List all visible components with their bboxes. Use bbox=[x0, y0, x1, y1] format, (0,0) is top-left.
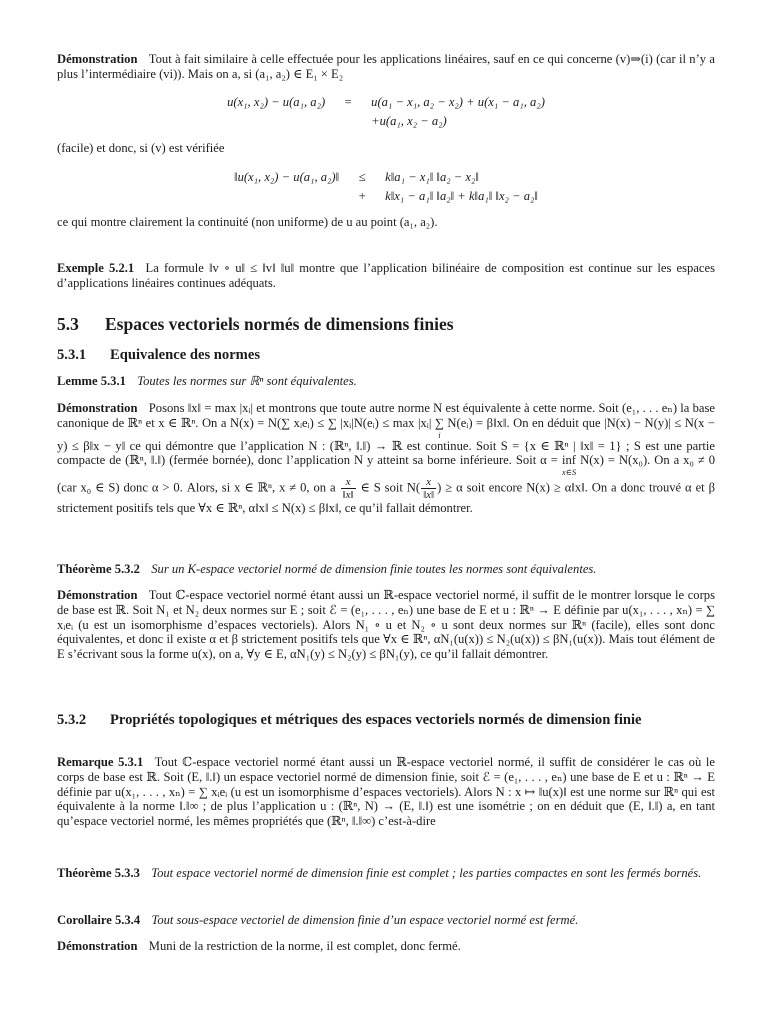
sum-symbol: ∑ bbox=[434, 415, 444, 430]
equation-relation: = bbox=[344, 95, 352, 109]
example-label: Exemple 5.2.1 bbox=[57, 261, 135, 275]
fraction-x-over-norm-x bbox=[421, 476, 436, 501]
proof-label: Démonstration bbox=[57, 52, 138, 66]
corollary-statement: Tout sous-espace vectoriel de dimension finie d’un espace vectoriel normé est fermé. bbox=[151, 913, 579, 927]
remark-text: Tout ℂ-espace vectoriel normé étant aussi un ℝ-espace vectoriel normé, il suffit de considérer le cas où le corps de base est ℝ. Soit (E, ‖.‖) un espace vectoriel normé de dimension finie, soit ℰ = (e₁, . . . , eₙ) une base de E et u : ℝⁿ → E définie par u(x₁, . . . , xₙ) = ∑ xᵢeᵢ (u est un isomorphisme d’espaces vectoriels). Alors N : x ↦ ‖u(x)‖ est une norme sur ℝⁿ qui est équivalente à la norme ‖.‖∞ ; de plus l’application u : (ℝⁿ, N) → (E, ‖.‖) est une isométrie ; on en déduit que (E, ‖.‖) a, en tant qu’espace vectoriel normé, les mêmes propriétés que (ℝⁿ, ‖.‖∞) c’est-à-dire bbox=[57, 755, 715, 829]
display-equation-2 bbox=[57, 168, 715, 205]
proof-text: Tout à fait similaire à celle effectuée pour les applications linéaires, sauf en ce qui concerne (v)⇒(i) (car il n’y a plus l’intermédiaire (vi)). Mais on a, si (a₁, a₂) ∈ E₁ × E₂ bbox=[57, 52, 715, 81]
proof-text-part-1: Posons ‖x‖ = max |xᵢ| et montrons que toute autre norme N est équivalente à cette norme. Soit (e₁, . . . eₙ) la base canonique de ℝⁿ et x ∈ ℝⁿ. On a N(x) = N(∑ xᵢeᵢ) ≤ ∑ |xᵢ|N(eᵢ) ≤ max |xᵢ| bbox=[57, 401, 715, 430]
proof-paragraph-norm-equivalence bbox=[57, 401, 715, 516]
theorem-statement: Tout espace vectoriel normé de dimension finie est complet ; les parties compactes en sont les fermés bornés. bbox=[151, 866, 702, 880]
equation-lhs: ‖u(x₁, x₂) − u(a₁, a₂)‖ bbox=[234, 170, 340, 184]
display-equation-1 bbox=[57, 93, 715, 130]
proof-label: Démonstration bbox=[57, 401, 138, 415]
proof-text-part-5: ) ≥ α soit encore N(x) ≥ α‖x‖. On a donc trouvé α et β strictement positifs tels que ∀x ∈ ℝⁿ, α‖x‖ ≤ N(x) ≤ β‖x‖, ce qu’il fallait démontrer. bbox=[57, 480, 715, 516]
proof-text-part-4: ∈ S soit N( bbox=[360, 480, 421, 495]
lemma-5-3-1 bbox=[57, 374, 715, 389]
fraction-x-over-norm-x bbox=[341, 476, 356, 501]
remark-5-3-1 bbox=[57, 755, 715, 829]
proof-text: Muni de la restriction de la norme, il est complet, donc fermé. bbox=[148, 939, 461, 953]
proof-paragraph-theorem-5-3-2 bbox=[57, 588, 715, 662]
sum-index: i bbox=[438, 429, 441, 440]
proof-paragraph-bilinear bbox=[57, 52, 715, 82]
lemma-label: Lemme 5.3.1 bbox=[57, 374, 126, 388]
equation-rhs-line-1: u(a₁ − x₁, a₂ − x₂) + u(x₁ − a₁, a₂) bbox=[371, 95, 545, 109]
example-text: La formule ‖v ∘ u‖ ≤ ‖v‖ ‖u‖ montre que l’application bilinéaire de composition est continue sur les espaces d’applications linéaires continues adéquats. bbox=[57, 261, 715, 290]
lemma-statement: Toutes les normes sur ℝⁿ sont équivalentes. bbox=[137, 374, 357, 388]
section-number: 5.3 bbox=[57, 314, 79, 334]
fraction-numerator: x bbox=[426, 476, 432, 489]
subsection-number: 5.3.1 bbox=[57, 347, 87, 363]
fraction-denominator: ‖x‖ bbox=[342, 489, 354, 502]
section-heading-5-3 bbox=[57, 314, 715, 335]
fraction-denominator: ‖x‖ bbox=[423, 489, 435, 502]
proof-text-part-3: N(x) = N(x₀). On a x₀ ≠ 0 (car x₀ ∈ S) donc α > 0. Alors, si x ∈ ℝⁿ, x ≠ 0, on a bbox=[57, 453, 716, 495]
theorem-5-3-3 bbox=[57, 866, 715, 881]
section-title: Espaces vectoriels normés de dimensions finies bbox=[105, 314, 454, 334]
sum-operator-with-index bbox=[435, 416, 444, 439]
corollary-5-3-4 bbox=[57, 913, 715, 928]
theorem-statement: Sur un K-espace vectoriel normé de dimension finie toutes les normes sont équivalentes. bbox=[151, 562, 597, 576]
subsection-title: Propriétés topologiques et métriques des espaces vectoriels normés de dimension finie bbox=[110, 712, 642, 728]
proof-text-part-2: N(eᵢ) = β‖x‖. On en déduit que |N(x) − N(y)| ≤ N(x − y) ≤ β‖x − y‖ ce qui démontre que l’application N : (ℝⁿ, ‖.‖) → ℝ est continue. Soit S = {x ∈ ℝⁿ | ‖x‖ = 1} ; S est une partie compacte de (ℝⁿ, ‖.‖) (fermée bornée), donc l’application N y atteint sa borne inférieure. Soit α = bbox=[57, 415, 715, 468]
theorem-5-3-2 bbox=[57, 562, 715, 577]
infimum-operator bbox=[562, 453, 576, 476]
proof-paragraph-corollary bbox=[57, 939, 715, 954]
equation-rhs-line-2: +u(a₁, x₂ − a₂) bbox=[371, 113, 447, 128]
inf-subscript: x∈S bbox=[561, 467, 577, 478]
equation-relation: ≤ bbox=[358, 170, 366, 184]
text-line-facile: (facile) et donc, si (v) est vérifiée bbox=[57, 141, 225, 155]
proof-text: Tout ℂ-espace vectoriel normé étant aussi un ℝ-espace vectoriel normé, il suffit de le montrer lorsque le corps de base est ℝ. Soit N₁ et N₂ deux normes sur E ; soit ℰ = (e₁, . . . , eₙ) une base de E et u : ℝⁿ → E définie par u(x₁, . . . , xₙ) = ∑ xᵢeᵢ (u est un isomorphisme d’espaces vectoriels). Alors N₁ ∘ u et N₂ ∘ u sont deux normes sur ℝⁿ (facile), elles sont donc équivalentes, et donc il existe α et β strictement positifs tels que ∀x ∈ ℝⁿ, αN₁(u(x)) ≤ N₂(u(x)) ≤ βN₁(u(x)). Mais tout élément de E s’écrivant sous la forme u(x), on a, ∀y ∈ E, αN₁(y) ≤ N₂(y) ≤ βN₁(y), ce qu’il fallait démontrer. bbox=[57, 588, 715, 662]
theorem-label: Théorème 5.3.3 bbox=[57, 866, 140, 880]
subsection-heading-5-3-1 bbox=[57, 346, 715, 364]
proof-label: Démonstration bbox=[57, 939, 138, 953]
equation-rhs-line-2: k‖x₁ − a₁‖ ‖a₂‖ + k‖a₁‖ ‖x₂ − a₂‖ bbox=[385, 188, 538, 203]
example-5-2-1 bbox=[57, 261, 715, 291]
remark-label: Remarque 5.3.1 bbox=[57, 755, 144, 769]
corollary-label: Corollaire 5.3.4 bbox=[57, 913, 141, 927]
inf-symbol: inf bbox=[561, 453, 576, 468]
equation-lhs: u(x₁, x₂) − u(a₁, a₂) bbox=[227, 95, 326, 109]
equation-plus: + bbox=[358, 188, 366, 203]
subsection-title: Equivalence des normes bbox=[110, 347, 260, 363]
subsection-number: 5.3.2 bbox=[57, 712, 87, 728]
theorem-label: Théorème 5.3.2 bbox=[57, 562, 140, 576]
equation-rhs-line-1: k‖a₁ − x₁‖ ‖a₂ − x₂‖ bbox=[385, 170, 479, 184]
proof-label: Démonstration bbox=[57, 588, 138, 602]
fraction-numerator: x bbox=[345, 476, 351, 489]
text-line-continuite: ce qui montre clairement la continuité (non uniforme) de u au point (a₁, a₂). bbox=[57, 215, 438, 229]
subsection-heading-5-3-2 bbox=[57, 711, 715, 729]
